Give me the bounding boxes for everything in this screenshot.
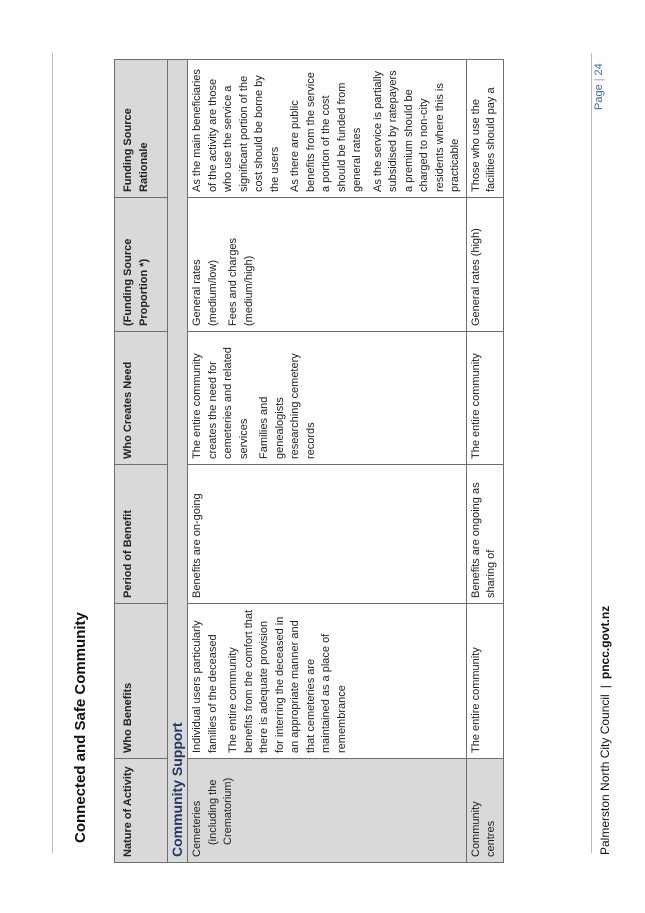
footer-url: pncc.govt.nz — [598, 605, 612, 680]
cell-creates — [188, 332, 467, 465]
header-funding-source-rationale: Funding Source Rationale — [115, 60, 168, 198]
footer-organisation: Palmerston North City Council — [598, 694, 612, 855]
benefits-paragraph: The entire community benefits from the comfort that there is adequate provision for interring the deceased in an appropriate manner and that cemeteries are maintained as a place of remembrance — [227, 609, 348, 753]
rationale-paragraph: As there are public benefits from the service a portion of the cost should be funded from general rates — [289, 72, 363, 192]
header-period-of-benefit: Period of Benefit — [115, 465, 168, 604]
cell-proportion — [188, 198, 467, 332]
page-number-value: 24 — [593, 63, 605, 76]
page-title: Connected and Safe Community — [72, 612, 89, 843]
creates-paragraph: Families and genealogists researching cemetery records — [258, 353, 317, 459]
header-funding-source-proportion: (Funding Source Proportion *) — [115, 198, 168, 332]
cell-rationale: Those who use the facilities should pay a — [466, 60, 503, 198]
creates-paragraph: The entire community creates the need for cemeteries and related services — [191, 347, 250, 459]
page-separator: | — [593, 78, 605, 82]
table-row — [188, 60, 467, 863]
rationale-paragraph: As the main beneficiaries of the activity are those who use the service a significant portion of the cost should be borne by the users — [191, 69, 281, 192]
cell-proportion: General rates (high) — [466, 198, 503, 332]
cell-nature: Community centres — [466, 759, 503, 863]
header-who-creates-need: Who Creates Need — [115, 332, 168, 465]
proportion-paragraph: Fees and charges (medium/high) — [227, 237, 255, 326]
page-number — [593, 63, 605, 110]
cell-nature — [188, 759, 467, 863]
cell-benefits — [188, 604, 467, 759]
cell-period: Benefits are on-going — [188, 465, 467, 604]
section-label: Community Support — [168, 60, 188, 863]
table-header-row — [115, 60, 168, 863]
cell-creates: The entire community — [466, 332, 503, 465]
proportion-paragraph: General rates (medium/low) — [191, 259, 219, 326]
funding-table — [114, 59, 504, 863]
cell-benefits: The entire community — [466, 604, 503, 759]
section-row — [168, 60, 188, 863]
footer-separator: | — [598, 685, 612, 689]
cell-period: Benefits are ongoing as sharing of — [466, 465, 503, 604]
cell-rationale — [188, 60, 467, 198]
nature-line-1: Cemeteries — [191, 800, 203, 857]
table-row — [466, 60, 503, 863]
footer-rule — [591, 53, 592, 853]
benefits-paragraph: Individual users particularly families of the deceased — [191, 620, 219, 753]
footer — [598, 606, 612, 855]
rationale-paragraph: As the service is partially subsidised by ratepayers a premium should be charged to non-city residents where this is practicable — [371, 70, 461, 192]
header-nature-of-activity: Nature of Activity — [115, 759, 168, 863]
header-who-benefits: Who Benefits — [115, 604, 168, 759]
top-rule — [52, 53, 53, 853]
nature-line-2: (including the Crematorium) — [206, 777, 234, 845]
page-label: Page — [593, 84, 605, 110]
